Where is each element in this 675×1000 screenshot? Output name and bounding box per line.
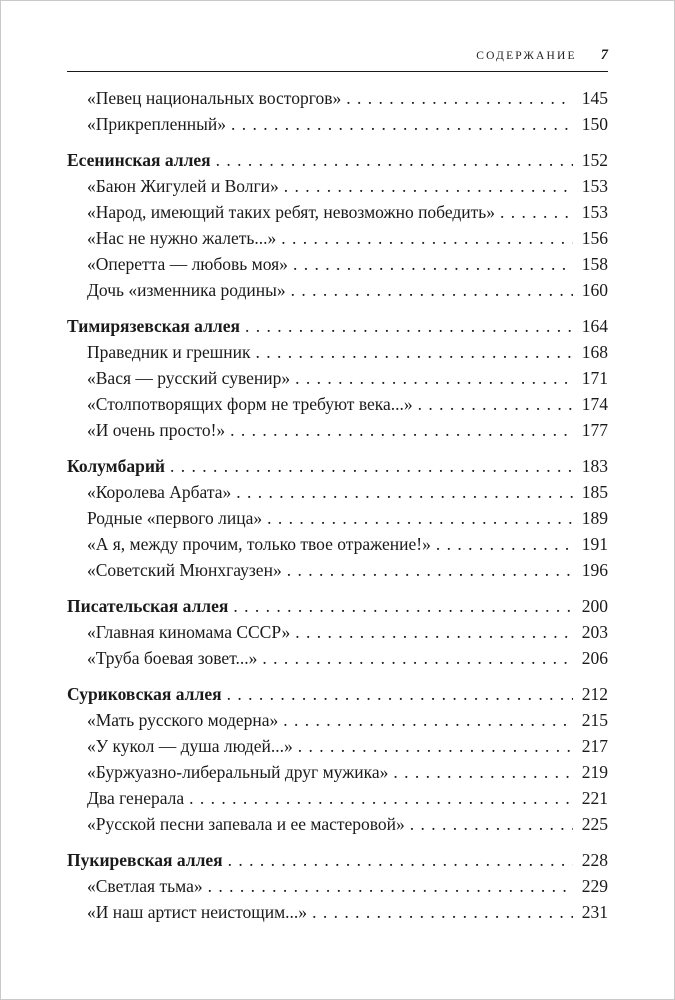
dot-leader xyxy=(410,811,573,837)
toc-list xyxy=(67,85,608,925)
entry-title: Пукиревская аллея xyxy=(67,850,223,870)
toc-entry xyxy=(67,251,608,277)
dot-leader xyxy=(500,199,573,225)
page-header xyxy=(67,47,608,64)
toc-entry xyxy=(67,85,608,111)
dot-leader xyxy=(312,899,573,925)
toc-entry xyxy=(67,847,608,873)
entry-page: 153 xyxy=(581,202,608,222)
entry-title: «Вася — русский сувенир» xyxy=(87,368,291,388)
dot-leader xyxy=(291,277,573,303)
toc-entry xyxy=(67,277,608,303)
dot-leader xyxy=(418,391,573,417)
entry-page: 171 xyxy=(581,368,608,388)
entry-page: 185 xyxy=(581,482,608,502)
toc-section xyxy=(67,313,608,443)
entry-title: Два генерала xyxy=(87,788,185,808)
toc-entry xyxy=(67,479,608,505)
dot-leader xyxy=(256,339,573,365)
toc-entry xyxy=(67,313,608,339)
entry-title: «Светлая тьма» xyxy=(87,876,203,896)
dot-leader xyxy=(267,505,573,531)
entry-page: 217 xyxy=(581,736,608,756)
toc-entry xyxy=(67,811,608,837)
dot-leader xyxy=(436,531,573,557)
dot-leader xyxy=(233,593,573,619)
toc-entry xyxy=(67,645,608,671)
entry-title: «У кукол — душа людей...» xyxy=(87,736,293,756)
toc-entry xyxy=(67,759,608,785)
toc-entry xyxy=(67,147,608,173)
entry-page: 221 xyxy=(581,788,608,808)
dot-leader xyxy=(281,225,573,251)
toc-entry xyxy=(67,707,608,733)
entry-title: «Мать русского модерна» xyxy=(87,710,279,730)
toc-entry xyxy=(67,785,608,811)
dot-leader xyxy=(227,681,573,707)
entry-page: 191 xyxy=(581,534,608,554)
entry-page: 160 xyxy=(581,280,608,300)
entry-page: 219 xyxy=(581,762,608,782)
entry-title: «И наш артист неистощим...» xyxy=(87,902,308,922)
entry-page: 212 xyxy=(581,684,608,704)
entry-title: «Русской песни запевала и ее мастеровой» xyxy=(87,814,405,834)
dot-leader xyxy=(295,365,573,391)
entry-page: 145 xyxy=(581,88,608,108)
toc-entry xyxy=(67,417,608,443)
toc-entry xyxy=(67,733,608,759)
running-title: СОДЕРЖАНИЕ xyxy=(476,50,577,62)
entry-page: 196 xyxy=(581,560,608,580)
entry-title: «Певец национальных восторгов» xyxy=(87,88,342,108)
toc-entry xyxy=(67,365,608,391)
entry-title: «Советский Мюнхгаузен» xyxy=(87,560,282,580)
dot-leader xyxy=(295,619,573,645)
toc-entry xyxy=(67,899,608,925)
entry-page: 177 xyxy=(581,420,608,440)
toc-section xyxy=(67,453,608,583)
entry-page: 231 xyxy=(581,902,608,922)
entry-title: Суриковская аллея xyxy=(67,684,222,704)
entry-page: 229 xyxy=(581,876,608,896)
entry-title: «Труба боевая зовет...» xyxy=(87,648,258,668)
entry-title: «Нас не нужно жалеть...» xyxy=(87,228,277,248)
entry-title: «Прикрепленный» xyxy=(87,114,226,134)
toc-section xyxy=(67,681,608,837)
entry-page: 189 xyxy=(581,508,608,528)
entry-title: Тимирязевская аллея xyxy=(67,316,240,336)
dot-leader xyxy=(208,873,573,899)
entry-page: 158 xyxy=(581,254,608,274)
dot-leader xyxy=(298,733,573,759)
entry-title: Писательская аллея xyxy=(67,596,229,616)
dot-leader xyxy=(262,645,573,671)
dot-leader xyxy=(283,707,573,733)
toc-entry xyxy=(67,619,608,645)
toc-entry xyxy=(67,453,608,479)
entry-title: «А я, между прочим, только твое отражение!» xyxy=(87,534,431,554)
toc-entry xyxy=(67,505,608,531)
dot-leader xyxy=(284,173,573,199)
entry-page: 200 xyxy=(581,596,608,616)
entry-title: «И очень просто!» xyxy=(87,420,226,440)
toc-entry xyxy=(67,873,608,899)
dot-leader xyxy=(236,479,573,505)
toc-section xyxy=(67,147,608,303)
dot-leader xyxy=(346,85,573,111)
entry-title: «Столпотворящих форм не требуют века...» xyxy=(87,394,413,414)
entry-title: Родные «первого лица» xyxy=(87,508,263,528)
entry-page: 168 xyxy=(581,342,608,362)
entry-page: 206 xyxy=(581,648,608,668)
entry-title: «Буржуазно-либеральный друг мужика» xyxy=(87,762,389,782)
toc-entry xyxy=(67,557,608,583)
header-rule xyxy=(67,71,608,72)
entry-page: 153 xyxy=(581,176,608,196)
dot-leader xyxy=(245,313,573,339)
toc-section xyxy=(67,85,608,137)
entry-title: «Народ, имеющий таких ребят, невозможно победить» xyxy=(87,202,496,222)
entry-title: «Главная киномама СССР» xyxy=(87,622,291,642)
entry-page: 150 xyxy=(581,114,608,134)
entry-page: 174 xyxy=(581,394,608,414)
dot-leader xyxy=(230,417,573,443)
toc-entry xyxy=(67,531,608,557)
dot-leader xyxy=(216,147,573,173)
toc-entry xyxy=(67,681,608,707)
dot-leader xyxy=(231,111,573,137)
entry-page: 164 xyxy=(581,316,608,336)
dot-leader xyxy=(189,785,573,811)
page-number: 7 xyxy=(600,47,608,63)
entry-title: «Баюн Жигулей и Волги» xyxy=(87,176,279,196)
entry-title: Праведник и грешник xyxy=(87,342,251,362)
entry-title: Есенинская аллея xyxy=(67,150,211,170)
entry-title: «Королева Арбата» xyxy=(87,482,232,502)
toc-entry xyxy=(67,111,608,137)
entry-page: 183 xyxy=(581,456,608,476)
toc-entry xyxy=(67,173,608,199)
entry-page: 225 xyxy=(581,814,608,834)
dot-leader xyxy=(393,759,573,785)
entry-title: Колумбарий xyxy=(67,456,165,476)
entry-page: 156 xyxy=(581,228,608,248)
toc-section xyxy=(67,847,608,925)
entry-page: 152 xyxy=(581,150,608,170)
toc-section xyxy=(67,593,608,671)
dot-leader xyxy=(170,453,573,479)
dot-leader xyxy=(228,847,573,873)
entry-page: 228 xyxy=(581,850,608,870)
toc-entry xyxy=(67,199,608,225)
entry-page: 215 xyxy=(581,710,608,730)
toc-entry xyxy=(67,593,608,619)
entry-page: 203 xyxy=(581,622,608,642)
entry-title: «Оперетта — любовь моя» xyxy=(87,254,288,274)
toc-entry xyxy=(67,339,608,365)
dot-leader xyxy=(287,557,573,583)
toc-entry xyxy=(67,391,608,417)
toc-entry xyxy=(67,225,608,251)
entry-title: Дочь «изменника родины» xyxy=(87,280,286,300)
dot-leader xyxy=(293,251,573,277)
